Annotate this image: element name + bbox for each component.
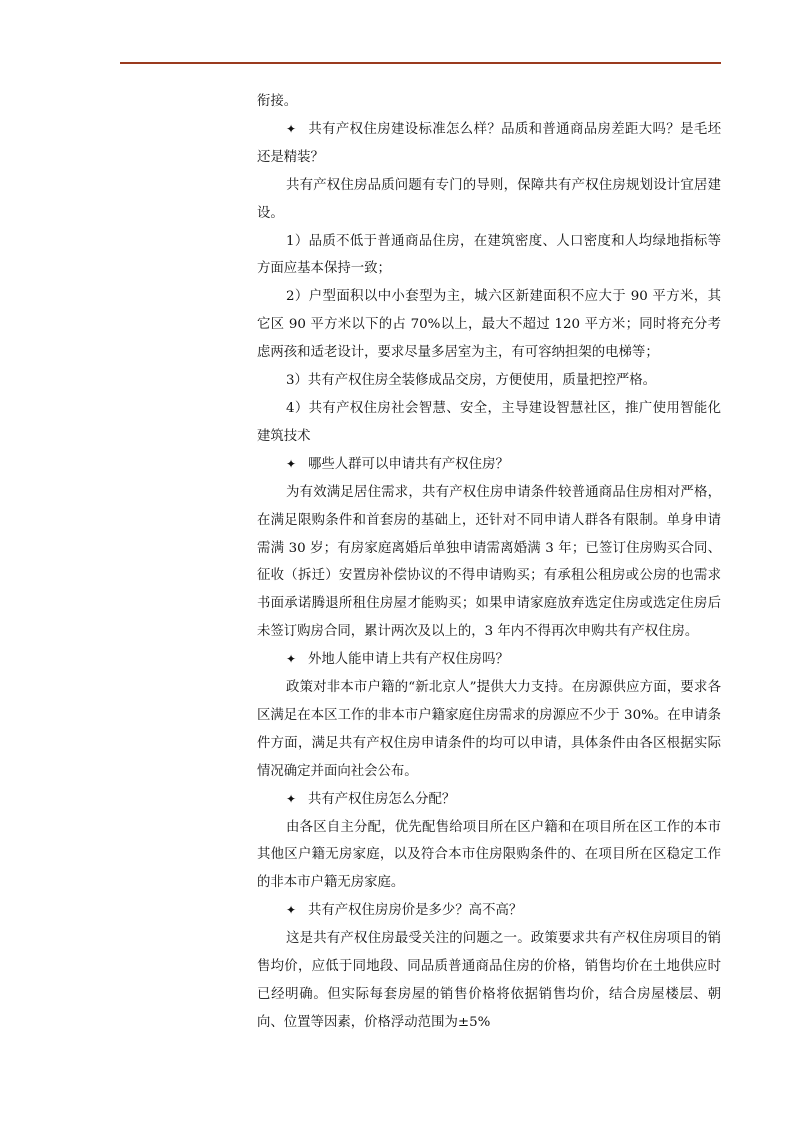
body-paragraph: 共有产权住房品质问题有专门的导则，保障共有产权住房规划设计宜居建设。	[257, 177, 721, 221]
diamond-star-icon: ✦	[286, 791, 297, 806]
question-text: 共有产权住房房价是多少？高不高？	[308, 903, 523, 919]
question-heading	[257, 116, 721, 172]
body-paragraph: 政策对非本市户籍的“新北京人”提供大力支持。在房源供应方面，要求各区满足在本区工作的非本市户籍家庭住房需求的房源应不少于 30%。在申请条件方面，满足共有产权住房申请条件的均可以申请，具体条件由各区根据实际情况确定并面向社会公布。	[257, 680, 721, 779]
question-heading	[257, 646, 721, 674]
diamond-star-icon: ✦	[286, 652, 297, 667]
body-paragraph: 为有效满足居住需求，共有产权住房申请条件较普通商品住房相对严格，在满足限购条件和首套房的基础上，还针对不同申请人群各有限制。单身申请需满 30 岁；有房家庭离婚后单独申请需离婚满 3 年；已签订住房购买合同、征收（拆迁）安置房补偿协议的不得申请购买；有承租公租房或公房的也需求书面承诺腾退所租住房屋才能购买；如果申请家庭放弃选定住房或选定住房后未签订购房合同，累计两次及以上的，3 年内不得再次申购共有产权住房。	[257, 484, 721, 640]
question-text: 共有产权住房建设标准怎么样？品质和普通商品房差距大吗？是毛坯还是精装？	[257, 121, 721, 165]
question-text: 共有产权住房怎么分配？	[308, 791, 456, 807]
diamond-star-icon: ✦	[286, 121, 297, 136]
question-heading	[257, 786, 721, 814]
body-paragraph: 4）共有产权住房社会智慧、安全，主导建设智慧社区，推广使用智能化建筑技术	[257, 400, 721, 444]
body-paragraph: 2）户型面积以中小套型为主，城六区新建面积不应大于 90 平方米，其它区 90 平方米以下的占 70%以上，最大不超过 120 平方米；同时将充分考虑两孩和适老设计，要求尽量多居室为主，有可容纳担架的电梯等；	[257, 289, 721, 361]
document-body	[257, 88, 721, 1037]
body-paragraph: 1）品质不低于普通商品住房，在建筑密度、人口密度和人均绿地指标等方面应基本保持一致；	[257, 233, 721, 277]
body-paragraph: 衔接。	[257, 94, 298, 109]
question-text: 哪些人群可以申请共有产权住房？	[308, 456, 509, 472]
question-heading	[257, 451, 721, 479]
header-rule	[120, 62, 721, 64]
diamond-star-icon: ✦	[286, 456, 297, 471]
body-paragraph: 3）共有产权住房全装修成品交房，方便使用，质量把控严格。	[286, 373, 657, 389]
body-paragraph: 这是共有产权住房最受关注的问题之一。政策要求共有产权住房项目的销售均价，应低于同地段、同品质普通商品住房的价格，销售均价在土地供应时已经明确。但实际每套房屋的销售价格将依据销售均价，结合房屋楼层、朝向、位置等因素，价格浮动范围为±5%	[257, 931, 721, 1030]
question-heading	[257, 897, 721, 925]
question-text: 外地人能申请上共有产权住房吗？	[308, 652, 509, 668]
body-paragraph: 由各区自主分配，优先配售给项目所在区户籍和在项目所在区工作的本市其他区户籍无房家庭，以及符合本市住房限购条件的、在项目所在区稳定工作的非本市户籍无房家庭。	[257, 819, 721, 891]
diamond-star-icon: ✦	[286, 903, 297, 918]
